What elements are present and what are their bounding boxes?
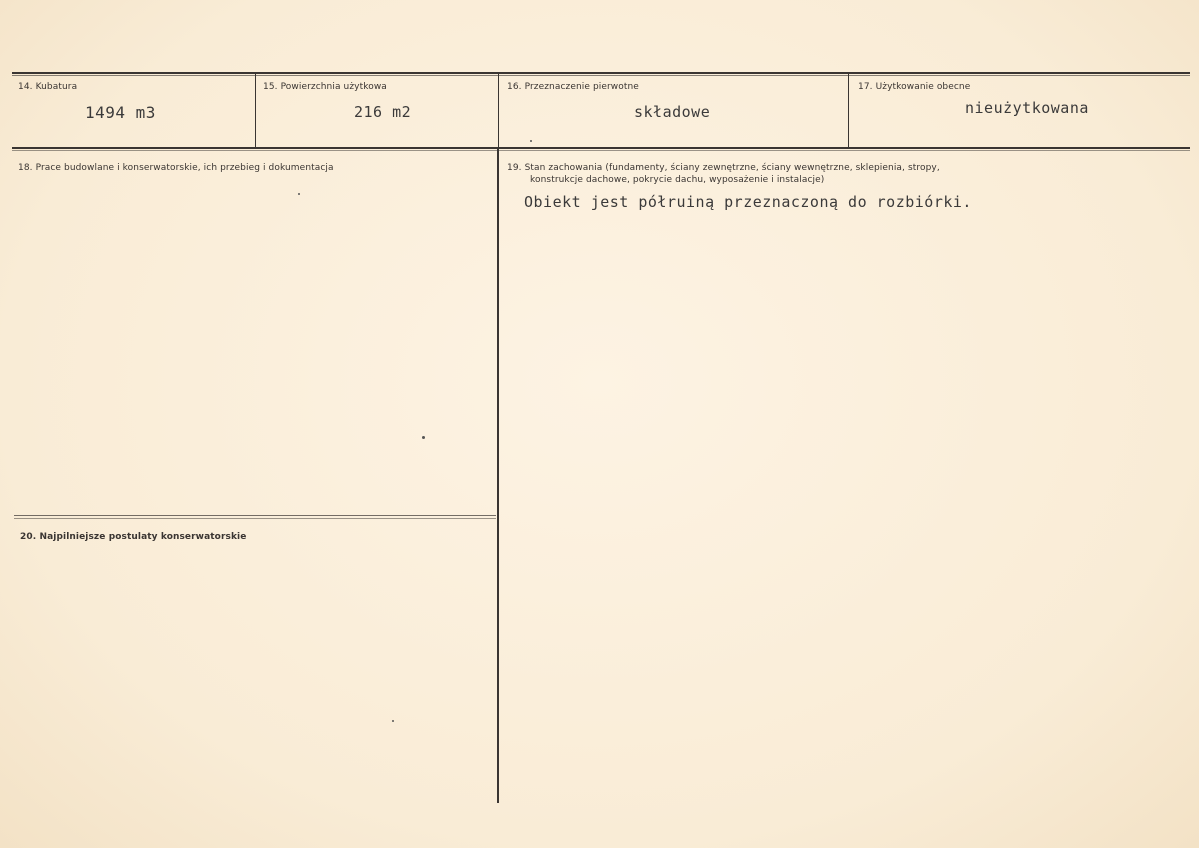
field-14-label: 14. Kubatura — [18, 82, 78, 92]
main-divider — [497, 149, 499, 803]
col-divider-3 — [848, 74, 849, 148]
field-15-value: 216 m2 — [354, 103, 412, 121]
paper-speck — [298, 193, 300, 195]
paper-speck — [422, 436, 425, 439]
field-19-label-line1: 19. Stan zachowania (fundamenty, ściany zewnętrzne, ściany wewnętrzne, sklepienia, stropy, — [507, 163, 940, 173]
field-17-label: 17. Użytkowanie obecne — [858, 82, 971, 92]
field-19-value: Obiekt jest półruiną przeznaczoną do rozbiórki. — [524, 193, 972, 211]
row-divider — [12, 147, 1190, 149]
section-divider-2 — [14, 518, 496, 519]
paper-speck — [392, 720, 394, 722]
field-16-label: 16. Przeznaczenie pierwotne — [507, 82, 639, 92]
section-divider — [14, 515, 496, 516]
col-divider-2 — [498, 74, 499, 148]
row-divider-thin — [12, 150, 1190, 151]
field-18-label: 18. Prace budowlane i konserwatorskie, ich przebieg i dokumentacja — [18, 163, 334, 173]
top-rule-thin — [12, 75, 1190, 76]
top-rule — [12, 72, 1190, 74]
col-divider-1 — [255, 74, 256, 148]
field-19-label-line2: konstrukcje dachowe, pokrycie dachu, wyposażenie i instalacje) — [530, 175, 825, 185]
field-16-value: składowe — [634, 103, 711, 121]
field-20-label: 20. Najpilniejsze postulaty konserwatorskie — [20, 532, 247, 542]
paper-speck — [530, 140, 532, 142]
field-15-label: 15. Powierzchnia użytkowa — [263, 82, 387, 92]
field-14-value: 1494 m3 — [85, 103, 156, 122]
field-17-value: nieużytkowana — [965, 99, 1089, 117]
